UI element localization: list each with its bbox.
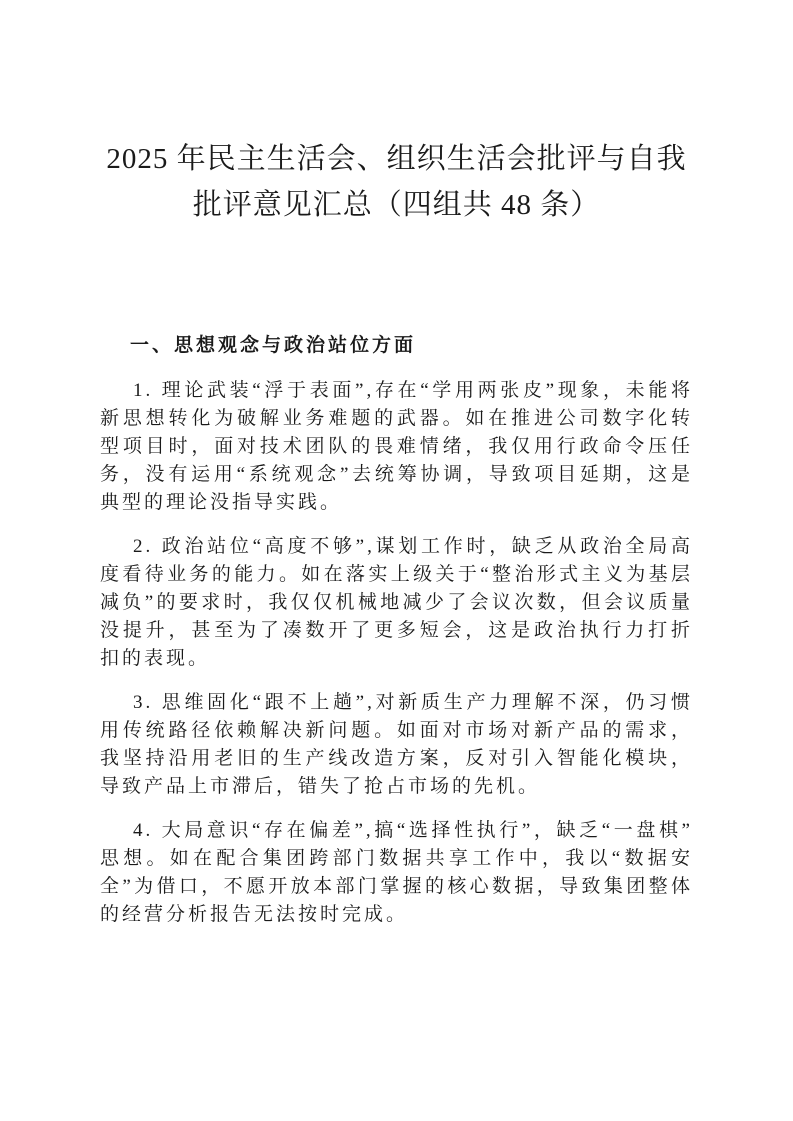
- document-title: [100, 136, 693, 228]
- document-body: [100, 332, 693, 929]
- paragraph-2: 2. 政治站位“高度不够”,谋划工作时，缺乏从政治全局高度看待业务的能力。如在落实上级关于“整治形式主义为基层减负”的要求时，我仅仅机械地减少了会议次数，但会议质量没提升，甚至为了凑数开了更多短会，这是政治执行力打折扣的表现。: [100, 536, 693, 669]
- document-title-line-2: 批评意见汇总（四组共 48 条）: [192, 189, 601, 221]
- paragraph-4: 4. 大局意识“存在偏差”,搞“选择性执行”，缺乏“一盘棋”思想。如在配合集团跨部门数据共享工作中，我以“数据安全”为借口，不愿开放本部门掌握的核心数据，导致集团整体的经营分析报告无法按时完成。: [100, 820, 693, 925]
- section-heading: 一、思想观念与政治站位方面: [130, 335, 417, 356]
- document-title-line-1: 2025 年民主生活会、组织生活会批评与自我: [106, 143, 687, 175]
- paragraph-3: 3. 思维固化“跟不上趟”,对新质生产力理解不深，仍习惯用传统路径依赖解决新问题。如面对市场对新产品的需求，我坚持沿用老旧的生产线改造方案，反对引入智能化模块，导致产品上市滞后，错失了抢占市场的先机。: [100, 692, 693, 797]
- paragraph-1: 1. 理论武装“浮于表面”,存在“学用两张皮”现象，未能将新思想转化为破解业务难题的武器。如在推进公司数字化转型项目时，面对技术团队的畏难情绪，我仅用行政命令压任务，没有运用“系统观念”去统筹协调，导致项目延期，这是典型的理论没指导实践。: [100, 380, 693, 513]
